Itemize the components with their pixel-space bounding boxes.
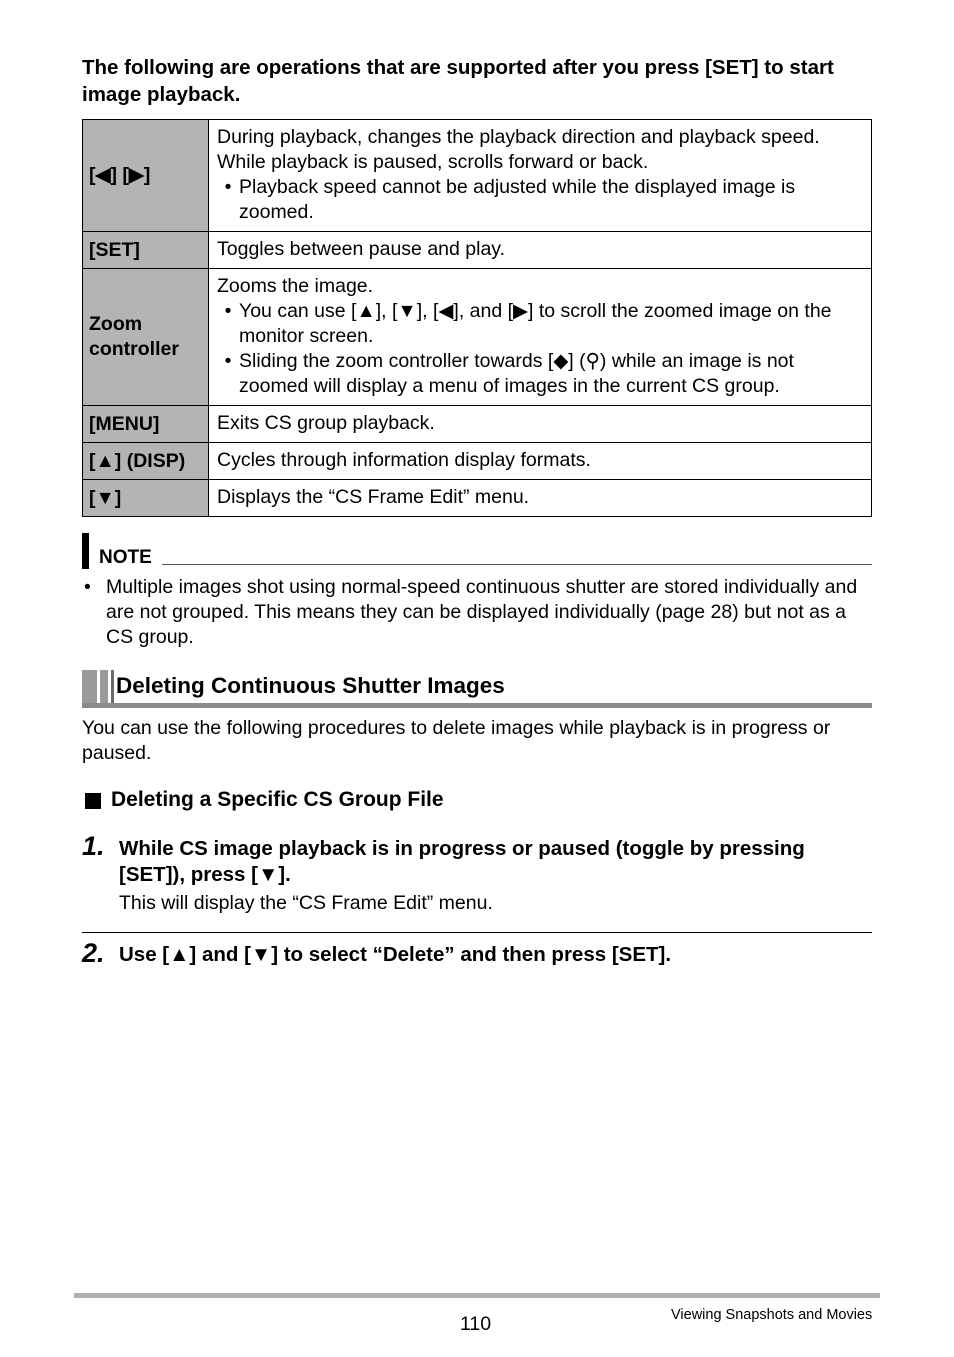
note-text: Multiple images shot using normal-speed continuous shutter are stored individually and are not grouped. This means they can be displayed individually (page 28) but not as a CS group. xyxy=(106,576,858,648)
description-line: While playback is paused, scrolls forward or back. xyxy=(217,150,649,173)
description-line: Displays the “CS Frame Edit” menu. xyxy=(217,485,530,508)
table-row xyxy=(83,443,872,480)
note-label: NOTE xyxy=(99,547,152,568)
description-cell xyxy=(209,120,872,232)
step-number: 1. xyxy=(82,831,105,861)
key-cell: [SET] xyxy=(83,232,209,269)
bullet-item: • Playback speed cannot be adjusted while the displayed image is zoomed. xyxy=(224,175,796,223)
footer-rule xyxy=(74,1293,880,1298)
step-text: Use [▲] and [▼] to select “Delete” and then press [SET]. xyxy=(119,943,672,966)
key-cell: [▲] (DISP) xyxy=(83,443,209,480)
page-number: 110 xyxy=(460,1313,492,1335)
key-cell: Zoom controller xyxy=(83,269,209,406)
description-cell xyxy=(209,269,872,406)
note-marker xyxy=(82,533,89,569)
description-line: Toggles between pause and play. xyxy=(217,237,506,260)
description-cell xyxy=(209,443,872,480)
bullet-item: • You can use [▲], [▼], [◀], and [▶] to scroll the zoomed image on the monitor screen. xyxy=(224,299,832,347)
description-cell xyxy=(209,480,872,517)
operations-table xyxy=(82,119,872,517)
section-intro: You can use the following procedures to delete images while playback is in progress or paused. xyxy=(82,717,831,764)
bullet-item: • Sliding the zoom controller towards [◆] (⚲) while an image is not zoomed will display a menu of images in the current CS group. xyxy=(224,349,794,397)
step-text: While CS image playback is in progress or paused (toggle by pressing [SET]), press [▼]. xyxy=(119,837,805,886)
note-divider xyxy=(162,564,872,565)
section-underline xyxy=(82,703,872,708)
key-cell: [▼] xyxy=(83,480,209,517)
section-title: Deleting Continuous Shutter Images xyxy=(116,673,505,698)
key-cell: [◀] [▶] xyxy=(83,120,209,232)
description-cell xyxy=(209,406,872,443)
table-row xyxy=(83,232,872,269)
step-number: 2. xyxy=(82,938,105,968)
table-row xyxy=(83,120,872,232)
intro-text: The following are operations that are supported after you press [SET] to start image playback. xyxy=(82,56,834,106)
table-row xyxy=(83,406,872,443)
square-bullet-icon xyxy=(85,793,101,809)
description-line: Zooms the image. xyxy=(217,274,374,297)
description-cell xyxy=(209,232,872,269)
table-row xyxy=(83,480,872,517)
step-result: This will display the “CS Frame Edit” menu. xyxy=(119,892,493,914)
description-line: During playback, changes the playback direction and playback speed. xyxy=(217,125,820,148)
step-divider xyxy=(82,932,872,933)
description-line: Exits CS group playback. xyxy=(217,411,435,434)
subsection-title: Deleting a Specific CS Group File xyxy=(111,788,444,811)
footer-section: Viewing Snapshots and Movies xyxy=(671,1307,873,1323)
table-row xyxy=(83,269,872,406)
description-line: Cycles through information display formats. xyxy=(217,448,591,471)
key-cell: [MENU] xyxy=(83,406,209,443)
note-bullet: • Multiple images shot using normal-speed continuous shutter are stored individually and are not grouped. This means they can be displayed individually (page 28) but not as a CS group. xyxy=(82,575,872,650)
